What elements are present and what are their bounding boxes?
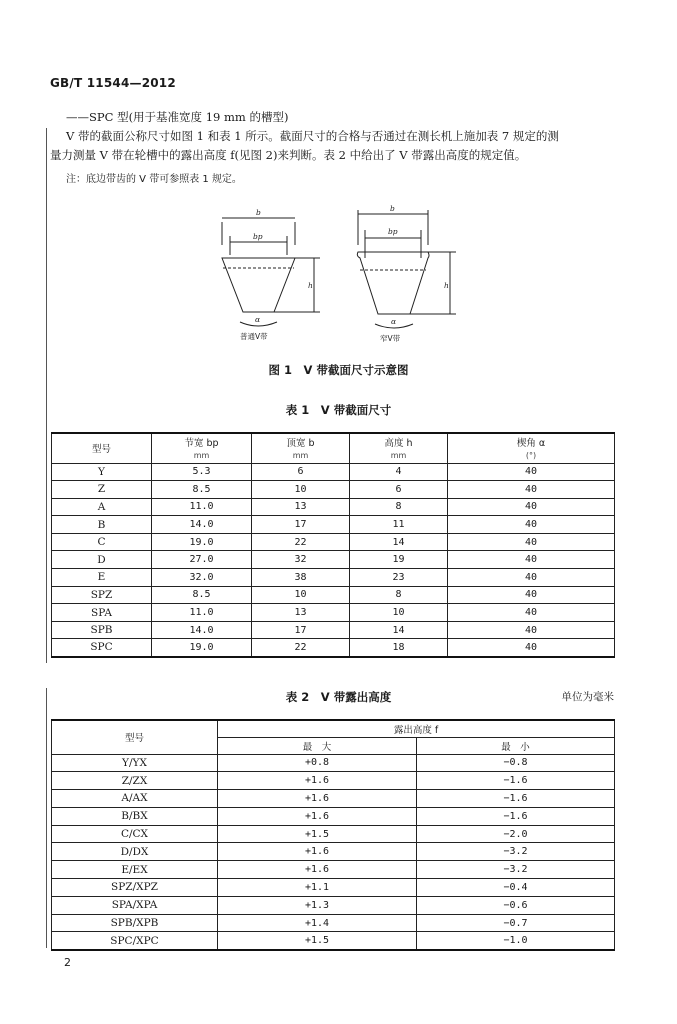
table-cell: +1.4: [218, 914, 417, 932]
table-cell: 11.0: [152, 498, 252, 516]
margin-bar: [46, 688, 47, 948]
classical-belt-label: 普通V带: [240, 332, 268, 341]
table-cell: 22: [252, 533, 350, 551]
table-cell: 40: [448, 533, 615, 551]
table-cell: E: [52, 569, 152, 587]
body-line-2: V 带的截面公称尺寸如图 1 和表 1 所示。截面尺寸的合格与否通过在测长机上施加表 7 规定的测: [66, 129, 559, 143]
table-cell: 40: [448, 586, 615, 604]
standard-number: GB/T 11544—2012: [50, 76, 176, 90]
table-cell: 40: [448, 463, 615, 481]
table-cell: 40: [448, 639, 615, 657]
margin-bar: [46, 128, 47, 663]
table-cell: −3.2: [417, 861, 615, 879]
page-number: 2: [64, 956, 71, 969]
table-1-unit-top-width: mm: [252, 449, 350, 463]
dim-bp-label-left: bp: [253, 232, 263, 241]
table-cell: −1.6: [417, 807, 615, 825]
table-cell: 32.0: [152, 569, 252, 587]
table-2-header-max: 最 大: [218, 737, 417, 754]
table-cell: +1.3: [218, 896, 417, 914]
table-cell: 17: [252, 621, 350, 639]
table-cell: SPC/XPC: [52, 932, 218, 950]
figure-1-caption: 图 1 V 带截面尺寸示意图: [268, 363, 409, 377]
dim-b-label-left: b: [256, 208, 261, 217]
table-1-unit-height: mm: [350, 449, 448, 463]
body-line-1: ——SPC 型(用于基准宽度 19 mm 的槽型): [66, 110, 289, 124]
table-cell: 14.0: [152, 621, 252, 639]
table-cell: 14: [350, 533, 448, 551]
table-row: [52, 604, 615, 622]
table-1-header-model: 型号: [52, 433, 152, 463]
table-cell: −0.7: [417, 914, 615, 932]
table-row: [52, 621, 615, 639]
table-row: [52, 551, 615, 569]
dim-h-label-right: h: [444, 281, 449, 290]
table-cell: 10: [252, 586, 350, 604]
table-cell: +0.8: [218, 754, 417, 772]
table-cell: −1.6: [417, 772, 615, 790]
table-cell: 13: [252, 604, 350, 622]
table-cell: +1.6: [218, 772, 417, 790]
table-cell: 40: [448, 551, 615, 569]
table-row: [52, 861, 615, 879]
table-cell: E/EX: [52, 861, 218, 879]
dim-alpha-label-left: α: [255, 315, 261, 324]
table-cell: 19.0: [152, 639, 252, 657]
table-row: [52, 914, 615, 932]
note: 注：底边带齿的 V 带可参照表 1 规定。: [66, 174, 242, 185]
table-2-unit-note: 单位为毫米: [561, 691, 614, 703]
table-2-title: 表 2 V 带露出高度: [285, 690, 392, 704]
table-1-unit-pitch-width: mm: [152, 449, 252, 463]
table-row: [52, 516, 615, 534]
table-cell: Z: [52, 481, 152, 499]
table-cell: 19: [350, 551, 448, 569]
table-cell: 11.0: [152, 604, 252, 622]
dim-h-label-left: h: [308, 281, 313, 290]
table-1-unit-wedge-angle: (°): [448, 449, 615, 463]
table-row: [52, 772, 615, 790]
table-cell: 18: [350, 639, 448, 657]
table-row: [52, 932, 615, 950]
dim-alpha-label-right: α: [391, 317, 397, 326]
table-row: [52, 879, 615, 897]
table-cell: 40: [448, 516, 615, 534]
figure-1-diagram: [200, 200, 480, 350]
table-cell: +1.6: [218, 843, 417, 861]
table-cell: SPZ/XPZ: [52, 879, 218, 897]
table-cell: 14: [350, 621, 448, 639]
table-cell: 19.0: [152, 533, 252, 551]
table-cell: +1.5: [218, 825, 417, 843]
table-cell: 17: [252, 516, 350, 534]
table-cell: +1.5: [218, 932, 417, 950]
table-cell: 14.0: [152, 516, 252, 534]
table-cell: 8: [350, 586, 448, 604]
table-row: [52, 754, 615, 772]
table-cell: A/AX: [52, 790, 218, 808]
table-cell: SPA: [52, 604, 152, 622]
dim-b-label-right: b: [390, 204, 395, 213]
table-cell: −2.0: [417, 825, 615, 843]
table-cell: A: [52, 498, 152, 516]
table-cell: D: [52, 551, 152, 569]
table-row: [52, 807, 615, 825]
table-cell: C/CX: [52, 825, 218, 843]
table-row: [52, 463, 615, 481]
table-cell: 38: [252, 569, 350, 587]
table-cell: 10: [350, 604, 448, 622]
table-cell: −0.8: [417, 754, 615, 772]
table-row: [52, 825, 615, 843]
narrow-belt-label: 窄V带: [380, 334, 401, 343]
table-cell: B/BX: [52, 807, 218, 825]
table-cell: +1.6: [218, 807, 417, 825]
table-cell: 8.5: [152, 586, 252, 604]
table-1-header-top-width: 顶宽 b: [252, 433, 350, 449]
table-cell: −1.0: [417, 932, 615, 950]
table-cell: 22: [252, 639, 350, 657]
table-cell: SPB: [52, 621, 152, 639]
table-cell: +1.6: [218, 861, 417, 879]
table-cell: 8: [350, 498, 448, 516]
table-row: [52, 790, 615, 808]
table-cell: 11: [350, 516, 448, 534]
table-cell: SPA/XPA: [52, 896, 218, 914]
table-1-title: 表 1 V 带截面尺寸: [285, 403, 392, 417]
table-cell: 10: [252, 481, 350, 499]
table-row: [52, 586, 615, 604]
table-cell: Y: [52, 463, 152, 481]
table-1: [51, 432, 615, 658]
table-cell: −0.4: [417, 879, 615, 897]
table-cell: 40: [448, 498, 615, 516]
table-row: [52, 843, 615, 861]
table-cell: 13: [252, 498, 350, 516]
table-row: [52, 498, 615, 516]
table-cell: +1.1: [218, 879, 417, 897]
table-2-header-model: 型号: [52, 720, 218, 754]
table-cell: 8.5: [152, 481, 252, 499]
table-cell: Y/YX: [52, 754, 218, 772]
table-cell: Z/ZX: [52, 772, 218, 790]
table-cell: 6: [252, 463, 350, 481]
table-cell: −0.6: [417, 896, 615, 914]
table-cell: 27.0: [152, 551, 252, 569]
table-cell: 32: [252, 551, 350, 569]
table-row: [52, 569, 615, 587]
table-cell: +1.6: [218, 790, 417, 808]
table-2-header-exposure: 露出高度 f: [218, 720, 615, 737]
table-2-header-min: 最 小: [417, 737, 615, 754]
table-row: [52, 896, 615, 914]
table-cell: SPZ: [52, 586, 152, 604]
dim-bp-label-right: bp: [388, 227, 398, 236]
table-cell: D/DX: [52, 843, 218, 861]
table-cell: 6: [350, 481, 448, 499]
table-cell: 4: [350, 463, 448, 481]
table-cell: 23: [350, 569, 448, 587]
table-row: [52, 533, 615, 551]
table-row: [52, 639, 615, 657]
figure-1: [200, 200, 480, 350]
table-cell: 40: [448, 621, 615, 639]
table-1-header-height: 高度 h: [350, 433, 448, 449]
table-1-header-pitch-width: 节宽 bp: [152, 433, 252, 449]
table-cell: B: [52, 516, 152, 534]
table-2: [51, 719, 615, 951]
table-1-header-wedge-angle: 楔角 α: [448, 433, 615, 449]
table-cell: −1.6: [417, 790, 615, 808]
body-line-3: 量力测量 V 带在轮槽中的露出高度 f(见图 2)来判断。表 2 中给出了 V 带露出高度的规定值。: [50, 148, 527, 162]
table-cell: 5.3: [152, 463, 252, 481]
table-cell: 40: [448, 569, 615, 587]
table-cell: 40: [448, 604, 615, 622]
table-cell: SPB/XPB: [52, 914, 218, 932]
table-cell: −3.2: [417, 843, 615, 861]
table-cell: C: [52, 533, 152, 551]
table-cell: 40: [448, 481, 615, 499]
table-cell: SPC: [52, 639, 152, 657]
table-row: [52, 481, 615, 499]
